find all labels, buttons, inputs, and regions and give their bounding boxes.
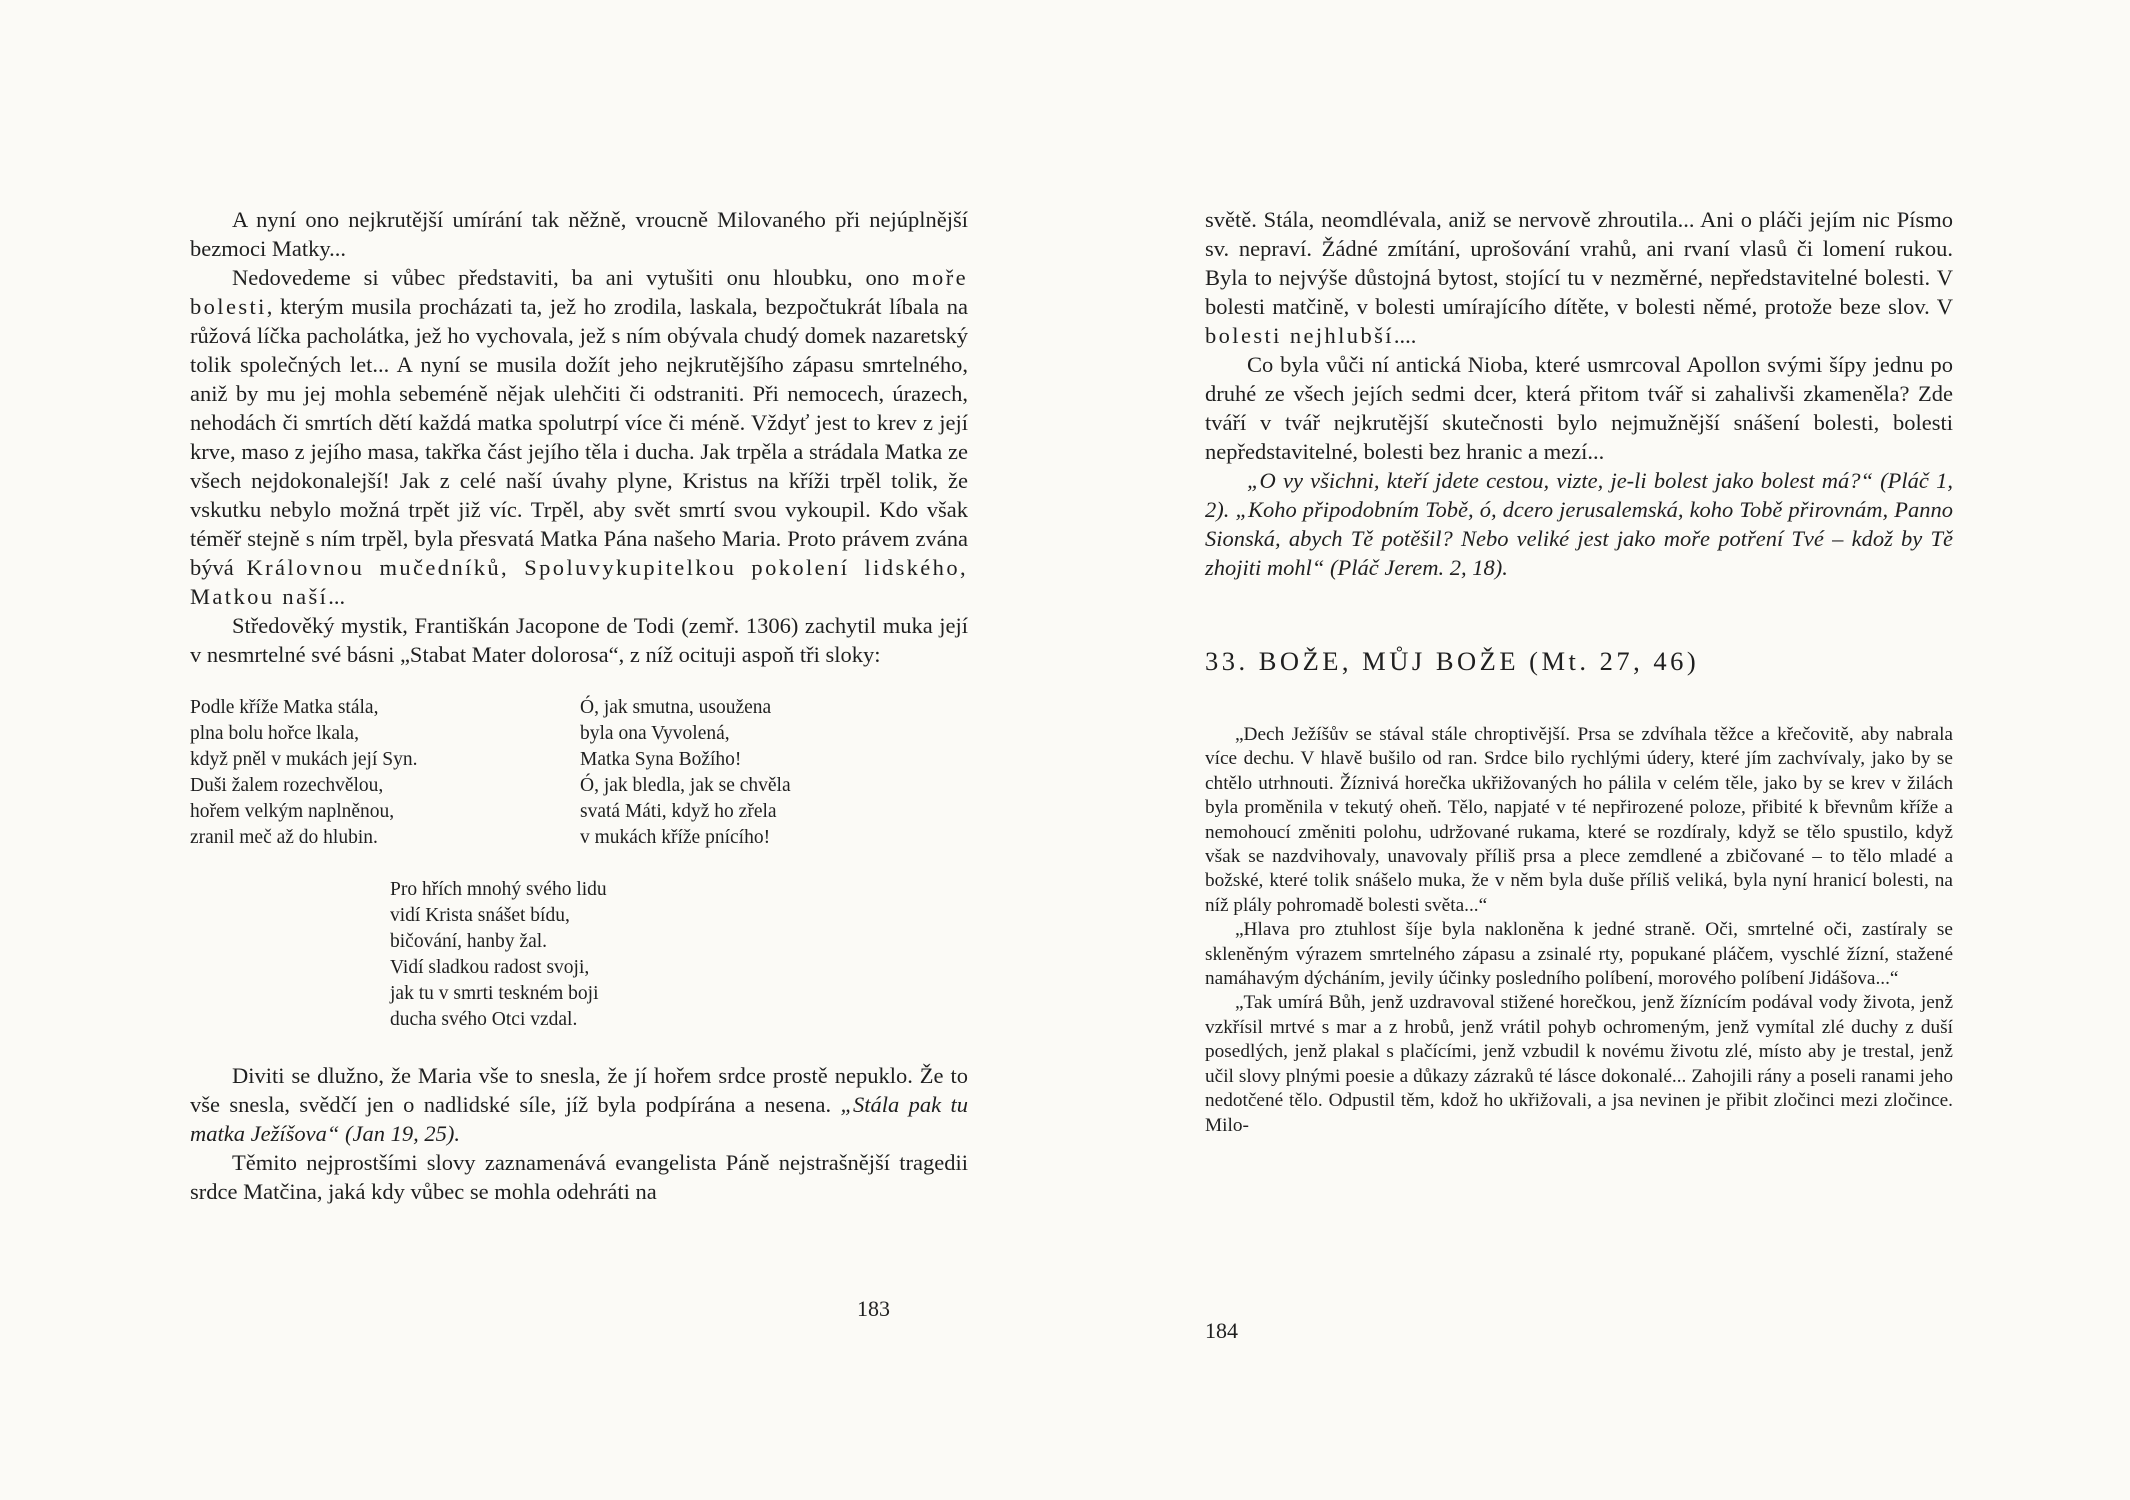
paragraph-diviti	[190, 1061, 968, 1148]
page-number-right: 184	[1205, 1318, 1238, 1343]
text-segment: Diviti se dlužno, že Maria vše to snesla, že jí hořem srdce prostě nepuklo. Že to vše snesla, svědčí jen o nadlidské síle, jíž byla podpírána a nesena.	[190, 1063, 968, 1117]
poem-line: Podle kříže Matka stála,	[190, 697, 379, 718]
poem-line: Duši žalem rozechvělou,	[190, 775, 384, 796]
paragraph-svete	[1205, 205, 1953, 350]
chapter-heading: 33. BOŽE, MŮJ BOŽE (Mt. 27, 46)	[1205, 646, 1700, 676]
text-segment: světě. Stála, neomdlévala, aniž se nervově zhroutila... Ani o pláči jejím nic Písmo sv. nepraví. Žádné zmítání, uprošování vrahů, ani rvaní vlasů či lomení rukou. Byla to nejvýše důstojná bytost, stojící tu v nezměrné, nepředstavitelné bolesti. V bolesti matčině, v bolesti umírajícího dítěte, v bolesti němé, protože beze slov. V	[1205, 207, 1953, 319]
poem-line: zranil meč až do hlubin.	[190, 827, 378, 848]
poem-stanza-2	[580, 695, 791, 851]
poem-line: Matka Syna Božího!	[580, 749, 742, 770]
paragraph-scripture-quote: „O vy všichni, kteří jdete cestou, vizte, je-li bolest jako bolest má?“ (Pláč 1, 2). „Koho připodobním Tobě, ó, dcero jerusalemská, koho Tobě přirovnám, Panno Sionská, abych Tě potěšil? Nebo veliké jest jako moře potření Tvé – kdož by Tě zhojiti mohl“ (Pláč Jerem. 2, 18).	[1205, 468, 1953, 580]
poem-stanza-3	[390, 877, 968, 1033]
poem-line: když pněl v mukách její Syn.	[190, 749, 418, 770]
text-segment: bolesti nejhlubší	[1205, 323, 1394, 348]
paragraph-hlava: „Hlava pro ztuhlost šíje byla nakloněna k jedné straně. Oči, smrtelné oči, zastíraly se skleněným výrazem smrtelného zápasu a zsinalé rty, popukané pláčem, vyschlé žízní, stažené namáhavým dýcháním, jevily účinky posledního políbení, morového políbení Jidášova...“	[1205, 919, 1953, 990]
poem-line: ducha svého Otci vzdal.	[390, 1009, 578, 1030]
poem-line: byla ona Vyvolená,	[580, 723, 730, 744]
paragraph-tak: „Tak umírá Bůh, jenž uzdravoval stižené horečkou, jenž žíznícím podával vody života, jenž vzkřísil mrtvé s mar a z hrobů, jenž vrátil pohyb ochromeným, jenž vymítal zlé duchy z duší posedlých, jenž plakal s plačícími, jenž vzbudil k novému životu zlé, místo aby je trestal, jenž učil slovy plnými poesie a důkazy zázraků té lásce dokonalé... Zahojili rány a poseli ranami jeho nedotčené tělo. Odpustil těm, kdož ho ukřižovali, a jsa nevinen je přibit zločinci mezi zločince. Milo-	[1205, 992, 1953, 1136]
poem-line: Ó, jak bledla, jak se chvěla	[580, 775, 791, 796]
page-left	[190, 205, 968, 1206]
text-segment: „Stála pak tu matka Ježíšova“ (Jan 19, 25).	[190, 1092, 968, 1146]
page-right	[1205, 205, 1953, 1138]
text-segment: Královnou mučedníků, Spoluvykupitelkou pokolení lidského, Matkou naší	[190, 555, 968, 609]
text-segment: , kterým musila procházati ta, jež ho zrodila, laskala, bezpočtukrát líbala na růžová líčka pacholátka, jež ho vychovala, jež s ním obývala chudý domek nazaretský tolik společných let... A nyní se musila dožít jeho nejkrutějšího zápasu smrtelného, aniž by mu jej mohla sebeméně nějak ulehčiti či odstraniti. Při nemocech, úrazech, nehodách či smrtích dětí každá matka spolutrpí více či méně. Vždyť jest to krev z její krve, maso z jejího masa, takřka část jejího těla i ducha. Jak trpěla a strádala Matka ze všech nejdokonalejší! Jak z celé naší úvahy plyne, Kristus na kříži trpěl tolik, že vskutku nebylo možná trpět již víc. Trpěl, aby svět smrtí svou vykoupil. Kdo však téměř stejně s ním trpěl, byla přesvatá Matka Pána našeho Maria. Proto právem zvána bývá	[190, 294, 968, 580]
poem-line: Ó, jak smutna, usoužena	[580, 697, 772, 718]
page-number-left: 183	[857, 1296, 890, 1321]
poem-line: v mukách kříže pnícího!	[580, 827, 771, 848]
text-segment: ...	[328, 584, 346, 609]
paragraph-temito: Těmito nejprostšími slovy zaznamenává evangelista Páně nejstrašnější tragedii srdce Matčina, jaká kdy vůbec se mohla odehráti na	[190, 1150, 968, 1204]
paragraph-sea-of-pain	[190, 263, 968, 611]
poem-columns	[190, 695, 968, 851]
paragraph-dech: „Dech Ježíšův se stával stále chroptivější. Prsa se zdvíhala těžce a křečovitě, aby nabrala více dechu. V hlavě bušilo od ran. Srdce bilo rychlými údery, které jím zachvívaly, jako by se chtělo utrhnouti. Žíznivá horečka ukřižovaných ho pálila v celém těle, jako by se krev v žilách byla proměnila v tekutý oheň. Tělo, napjaté v té nepřirozené poloze, přibité k břevnům kříže a nemohoucí změniti polohu, udržované rukama, které se rozdíraly, když se tělo spustilo, když však se nazdvihovaly, unavovaly příliš prsa a plece zemdlené a zbičované – to tělo mladé a božské, které tolik snášelo muka, že v něm byla duše příliš veliká, byla nyní hranicí bolesti, na níž plály pohromadě bolesti světa...“	[1205, 724, 1953, 916]
poem-line: hořem velkým naplněnou,	[190, 801, 395, 822]
poem-line: Pro hřích mnohý svého lidu	[390, 879, 607, 900]
poem-line: vidí Krista snášet bídu,	[390, 905, 570, 926]
poem-line: jak tu v smrti teskném boji	[390, 983, 599, 1004]
paragraph-nioba: Co byla vůči ní antická Nioba, které usmrcoval Apollon svými šípy jednu po druhé ze všech jejích sedmi dcer, která přitom tvář si zahalivši zkameněla? Zde tváří v tvář nejkrutější skutečnosti bylo nejmužnější snášení bolesti, bolesti nepředstavitelné, bolesti bez hranic a mezí...	[1205, 352, 1953, 464]
paragraph-mystic: Středověký mystik, Františkán Jacopone de Todi (zemř. 1306) zachytil muka její v nesmrtelné své básni „Stabat Mater dolorosa“, z níž ocituji aspoň tři sloky:	[190, 613, 968, 667]
text-segment: Nedovedeme si vůbec představiti, ba ani vytušiti onu hloubku, ono	[232, 265, 913, 290]
text-segment: ....	[1393, 323, 1417, 348]
paragraph-intro: A nyní ono nejkrutější umírání tak něžně, vroucně Milovaného při nejúplnější bezmoci Matky...	[190, 207, 968, 261]
poem-line: plna bolu hořce lkala,	[190, 723, 359, 744]
poem-line: Vidí sladkou radost svoji,	[390, 957, 590, 978]
poem-stanza-1	[190, 695, 580, 851]
poem-line: bičování, hanby žal.	[390, 931, 548, 952]
small-text-section	[1205, 723, 1953, 1138]
text-segment: moře bolesti	[190, 265, 968, 319]
poem-line: svatá Máti, když ho zřela	[580, 801, 777, 822]
